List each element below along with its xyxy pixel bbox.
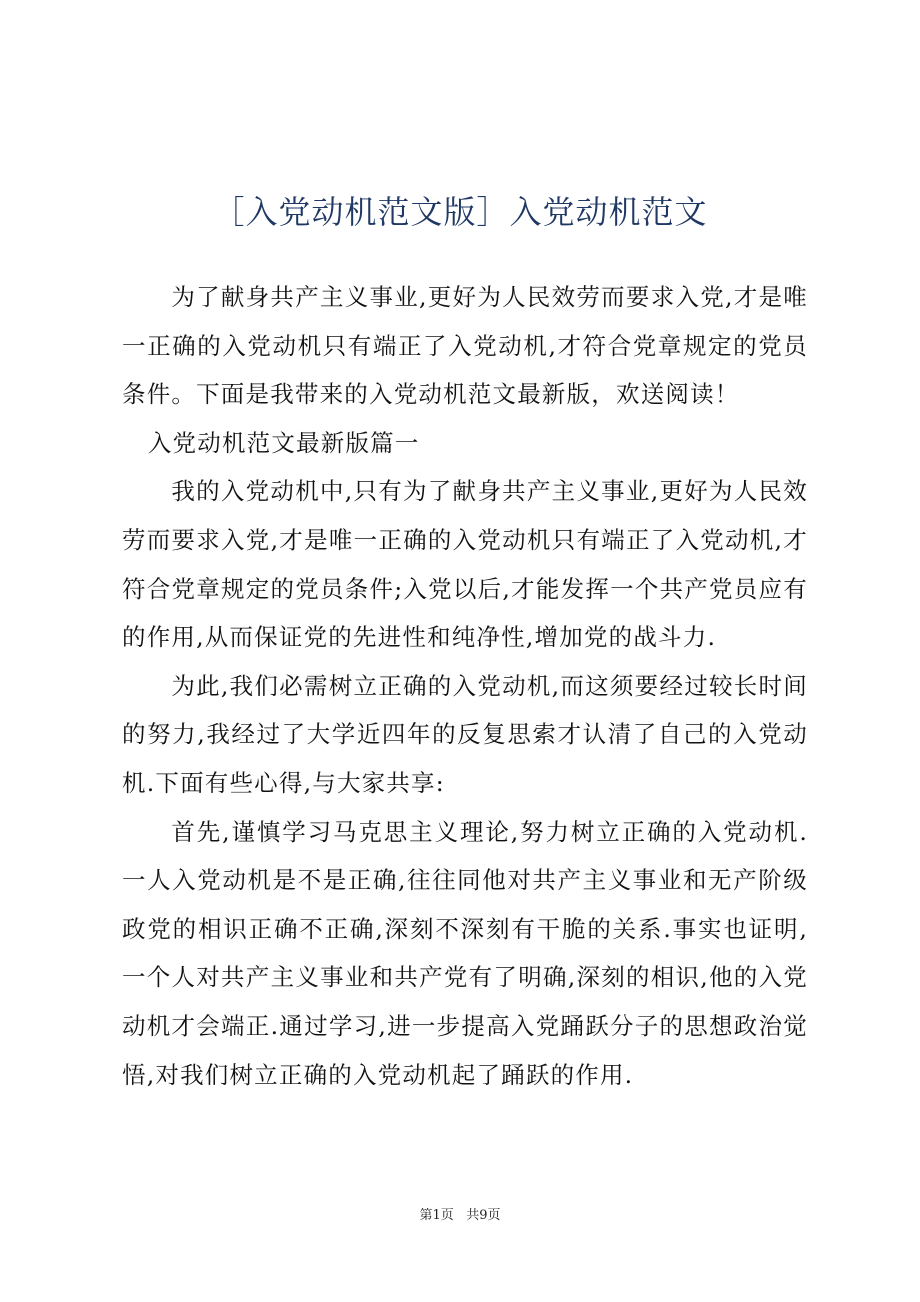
document-title: ［入党动机范文版］入党动机范文 [212,193,708,231]
document-body [122,273,808,1099]
body-paragraph-2: 为此,我们必需树立正确的入党动机,而这须要经过较长时间的努力,我经过了大学近四年的反复思索才认清了自己的入党动机.下面有些心得,与大家共享: [122,671,808,797]
page-total: 共9页 [466,1208,501,1223]
page-number: 第1页 [419,1208,454,1223]
page-footer [0,1207,920,1225]
section-heading: 入党动机范文最新版篇一 [147,428,420,457]
intro-paragraph: 为了献身共产主义事业,更好为人民效劳而要求入党,才是唯一正确的入党动机只有端正了入党动机,才符合党章规定的党员条件。下面是我带来的入党动机范文最新版，欢送阅读！ [122,283,808,409]
body-paragraph-1: 我的入党动机中,只有为了献身共产主义事业,更好为人民效劳而要求入党,才是唯一正确的入党动机只有端正了入党动机,才符合党章规定的党员条件;入党以后,才能发挥一个共产党员应有的作用,从而保证党的先进性和纯净性,增加党的战斗力. [122,477,808,652]
body-paragraph-3: 首先,谨慎学习马克思主义理论,努力树立正确的入党动机.一人入党动机是不是正确,往往同他对共产主义事业和无产阶级政党的相识正确不正确,深刻不深刻有干脆的关系.事实也证明,一个人对共产主义事业和共产党有了明确,深刻的相识,他的入党动机才会端正.通过学习,进一步提高入党踊跃分子的思想政治觉悟,对我们树立正确的入党动机起了踊跃的作用. [122,817,808,1089]
